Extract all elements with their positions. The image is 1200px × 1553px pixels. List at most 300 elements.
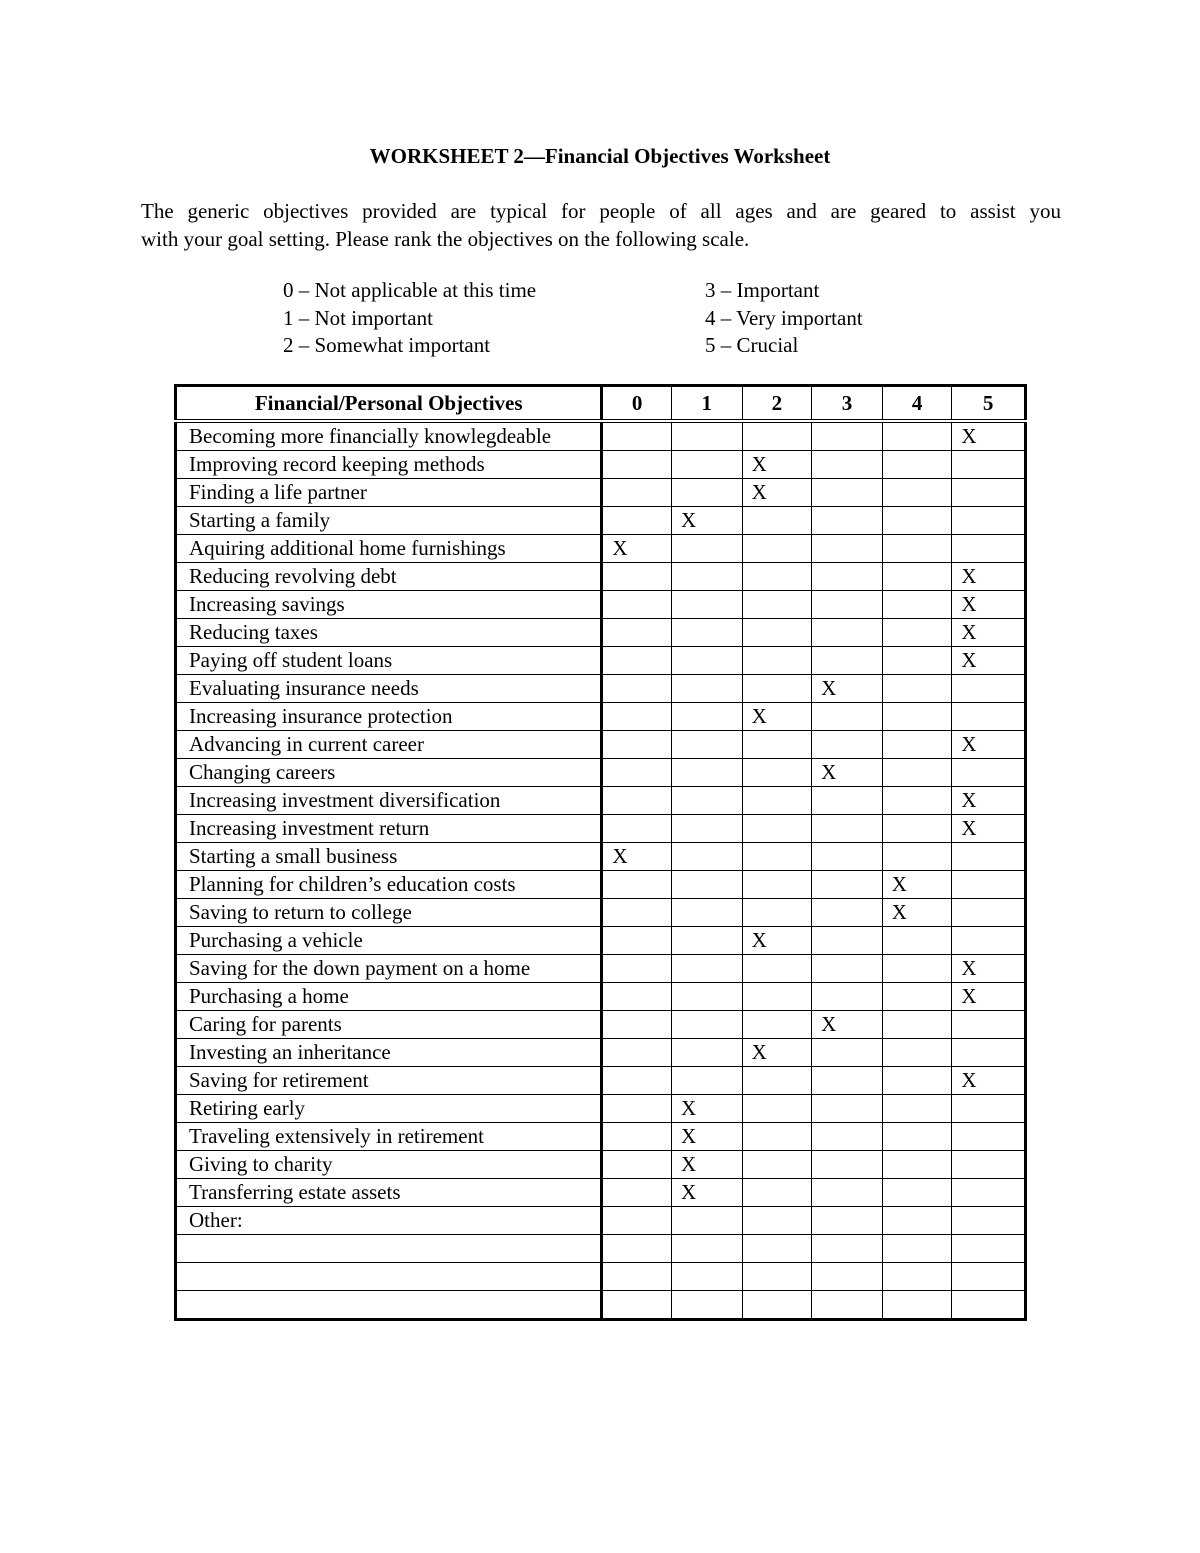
objective-label bbox=[176, 1263, 602, 1291]
rank-cell-1[interactable] bbox=[671, 843, 742, 871]
rank-cell-0[interactable] bbox=[602, 955, 672, 983]
objective-label: Paying off student loans bbox=[176, 647, 602, 675]
rank-mark: X bbox=[821, 676, 837, 700]
rank-cell-5[interactable] bbox=[952, 927, 1026, 955]
rank-cell-4[interactable] bbox=[882, 703, 952, 731]
header-rank-1: 1 bbox=[671, 386, 742, 422]
rank-cell-4[interactable] bbox=[882, 787, 952, 815]
rank-cell-2[interactable] bbox=[742, 983, 812, 1011]
table-row bbox=[176, 787, 1026, 815]
rank-cell-0[interactable] bbox=[602, 1039, 672, 1067]
rank-cell-5[interactable] bbox=[952, 675, 1026, 703]
rank-cell-2[interactable] bbox=[742, 563, 812, 591]
objective-label: Increasing investment diversification bbox=[176, 787, 602, 815]
objective-label: Traveling extensively in retirement bbox=[176, 1123, 602, 1151]
rank-cell-2[interactable] bbox=[742, 535, 812, 563]
rank-cell-3[interactable] bbox=[812, 479, 883, 507]
objective-label: Increasing savings bbox=[176, 591, 602, 619]
rank-cell-1[interactable] bbox=[671, 1291, 742, 1320]
rank-cell-3[interactable] bbox=[812, 647, 883, 675]
rank-mark: X bbox=[751, 928, 767, 952]
rank-cell-4[interactable] bbox=[882, 1291, 952, 1320]
rank-cell-5[interactable] bbox=[952, 619, 1026, 647]
rank-cell-3[interactable] bbox=[812, 1151, 883, 1179]
intro-paragraph bbox=[141, 197, 1061, 253]
rank-cell-1[interactable] bbox=[671, 1263, 742, 1291]
rank-cell-5[interactable] bbox=[952, 479, 1026, 507]
rank-mark: X bbox=[612, 844, 628, 868]
rank-cell-1[interactable] bbox=[671, 1235, 742, 1263]
header-rank-4: 4 bbox=[882, 386, 952, 422]
rank-cell-3[interactable] bbox=[812, 871, 883, 899]
rank-cell-1[interactable] bbox=[671, 871, 742, 899]
rank-cell-5[interactable] bbox=[952, 1095, 1026, 1123]
header-rank-0: 0 bbox=[602, 386, 672, 422]
rank-cell-3[interactable] bbox=[812, 591, 883, 619]
table-row bbox=[176, 451, 1026, 479]
rank-mark: X bbox=[751, 704, 767, 728]
rank-cell-0[interactable] bbox=[602, 1179, 672, 1207]
objective-label: Saving to return to college bbox=[176, 899, 602, 927]
rank-mark: X bbox=[680, 1180, 697, 1204]
table-row bbox=[176, 1011, 1026, 1039]
rank-cell-2[interactable] bbox=[742, 1179, 812, 1207]
rank-cell-3[interactable] bbox=[812, 1011, 883, 1039]
table-row bbox=[176, 1291, 1026, 1320]
table-row bbox=[176, 563, 1026, 591]
table-row bbox=[176, 1095, 1026, 1123]
table-row bbox=[176, 535, 1026, 563]
rank-cell-1[interactable] bbox=[671, 647, 742, 675]
rank-cell-0[interactable] bbox=[602, 563, 672, 591]
objective-label: Reducing taxes bbox=[176, 619, 602, 647]
rank-cell-4[interactable] bbox=[882, 1263, 952, 1291]
rank-cell-1[interactable] bbox=[671, 787, 742, 815]
rank-cell-4[interactable] bbox=[882, 619, 952, 647]
table-row bbox=[176, 1263, 1026, 1291]
rank-cell-5[interactable] bbox=[952, 647, 1026, 675]
rank-cell-5[interactable] bbox=[952, 815, 1026, 843]
objective-label: Purchasing a vehicle bbox=[176, 927, 602, 955]
table-row bbox=[176, 899, 1026, 927]
rank-cell-3[interactable] bbox=[812, 1235, 883, 1263]
rank-cell-4[interactable] bbox=[882, 421, 952, 451]
rank-cell-3[interactable] bbox=[812, 507, 883, 535]
rank-cell-4[interactable] bbox=[882, 675, 952, 703]
rank-cell-5[interactable] bbox=[952, 899, 1026, 927]
rank-cell-3[interactable] bbox=[812, 535, 883, 563]
rank-cell-5[interactable] bbox=[952, 843, 1026, 871]
rank-cell-1[interactable] bbox=[671, 1067, 742, 1095]
rank-cell-2[interactable] bbox=[742, 479, 812, 507]
rank-cell-4[interactable] bbox=[882, 563, 952, 591]
rank-cell-4[interactable] bbox=[882, 1235, 952, 1263]
rank-cell-4[interactable] bbox=[882, 507, 952, 535]
rank-cell-1[interactable] bbox=[671, 591, 742, 619]
rank-cell-1[interactable] bbox=[671, 1151, 742, 1179]
table-row bbox=[176, 703, 1026, 731]
rank-cell-2[interactable] bbox=[742, 1067, 812, 1095]
rank-cell-2[interactable] bbox=[742, 1235, 812, 1263]
rank-cell-0[interactable] bbox=[602, 1151, 672, 1179]
rank-cell-4[interactable] bbox=[882, 1151, 952, 1179]
rank-cell-0[interactable] bbox=[602, 703, 672, 731]
rank-mark: X bbox=[961, 592, 977, 616]
rank-cell-0[interactable] bbox=[602, 1207, 672, 1235]
table-row bbox=[176, 871, 1026, 899]
table-row bbox=[176, 731, 1026, 759]
objective-label: Saving for retirement bbox=[176, 1067, 602, 1095]
rank-cell-1[interactable] bbox=[671, 675, 742, 703]
rank-cell-4[interactable] bbox=[882, 479, 952, 507]
rank-mark: X bbox=[821, 1012, 837, 1036]
rank-cell-4[interactable] bbox=[882, 647, 952, 675]
rank-cell-4[interactable] bbox=[882, 1011, 952, 1039]
rank-cell-5[interactable] bbox=[952, 1039, 1026, 1067]
rank-cell-2[interactable] bbox=[742, 1263, 812, 1291]
rank-cell-3[interactable] bbox=[812, 787, 883, 815]
rank-cell-4[interactable] bbox=[882, 591, 952, 619]
table-row bbox=[176, 955, 1026, 983]
rank-cell-0[interactable] bbox=[602, 1263, 672, 1291]
rank-cell-5[interactable] bbox=[952, 955, 1026, 983]
rank-cell-0[interactable] bbox=[602, 1011, 672, 1039]
objective-label: Reducing revolving debt bbox=[176, 563, 602, 591]
rank-cell-5[interactable] bbox=[952, 1151, 1026, 1179]
objective-label: Evaluating insurance needs bbox=[176, 675, 602, 703]
rank-cell-2[interactable] bbox=[742, 451, 812, 479]
rank-cell-1[interactable] bbox=[671, 1095, 742, 1123]
rank-cell-5[interactable] bbox=[952, 1123, 1026, 1151]
scale-item-3: 3 – Important bbox=[705, 278, 820, 302]
rank-cell-0[interactable] bbox=[602, 647, 672, 675]
rank-cell-2[interactable] bbox=[742, 1291, 812, 1320]
rank-cell-5[interactable] bbox=[952, 1291, 1026, 1320]
rank-cell-3[interactable] bbox=[812, 1123, 883, 1151]
scale-item-0: 0 – Not applicable at this time bbox=[283, 278, 537, 302]
rank-cell-1[interactable] bbox=[671, 927, 742, 955]
rank-cell-4[interactable] bbox=[882, 871, 952, 899]
rank-cell-3[interactable] bbox=[812, 1067, 883, 1095]
rank-cell-2[interactable] bbox=[742, 675, 812, 703]
rank-cell-0[interactable] bbox=[602, 1235, 672, 1263]
intro-line-1: The generic objectives provided are typical for people of all ages and are geared to assist you bbox=[141, 199, 1061, 223]
rank-cell-4[interactable] bbox=[882, 1067, 952, 1095]
table-row bbox=[176, 647, 1026, 675]
rank-cell-1[interactable] bbox=[671, 451, 742, 479]
rank-cell-0[interactable] bbox=[602, 731, 672, 759]
rank-cell-0[interactable] bbox=[602, 983, 672, 1011]
objective-label: Caring for parents bbox=[176, 1011, 602, 1039]
objective-label: Starting a small business bbox=[176, 843, 602, 871]
rank-cell-4[interactable] bbox=[882, 843, 952, 871]
objective-label bbox=[176, 1235, 602, 1263]
rank-cell-3[interactable] bbox=[812, 675, 883, 703]
rank-cell-5[interactable] bbox=[952, 1235, 1026, 1263]
rank-cell-0[interactable] bbox=[602, 507, 672, 535]
rank-mark: X bbox=[680, 508, 697, 532]
rank-cell-3[interactable] bbox=[812, 927, 883, 955]
header-rank-5: 5 bbox=[952, 386, 1026, 422]
table-header-row bbox=[176, 386, 1026, 422]
rank-cell-3[interactable] bbox=[812, 1263, 883, 1291]
rank-mark: X bbox=[821, 760, 837, 784]
rank-cell-4[interactable] bbox=[882, 1123, 952, 1151]
rank-mark: X bbox=[891, 872, 907, 896]
rank-cell-5[interactable] bbox=[952, 1207, 1026, 1235]
rank-cell-2[interactable] bbox=[742, 815, 812, 843]
rank-cell-2[interactable] bbox=[742, 1151, 812, 1179]
header-rank-2: 2 bbox=[742, 386, 812, 422]
rank-cell-1[interactable] bbox=[671, 421, 742, 451]
rank-cell-0[interactable] bbox=[602, 1067, 672, 1095]
rank-cell-2[interactable] bbox=[742, 1095, 812, 1123]
objective-label: Planning for children’s education costs bbox=[176, 871, 602, 899]
rank-cell-5[interactable] bbox=[952, 787, 1026, 815]
rank-cell-1[interactable] bbox=[671, 703, 742, 731]
rank-cell-0[interactable] bbox=[602, 899, 672, 927]
rank-cell-2[interactable] bbox=[742, 647, 812, 675]
rank-cell-3[interactable] bbox=[812, 421, 883, 451]
rank-cell-1[interactable] bbox=[671, 731, 742, 759]
rank-cell-4[interactable] bbox=[882, 759, 952, 787]
rank-cell-5[interactable] bbox=[952, 1011, 1026, 1039]
rank-cell-3[interactable] bbox=[812, 759, 883, 787]
objective-label: Improving record keeping methods bbox=[176, 451, 602, 479]
rank-cell-1[interactable] bbox=[671, 563, 742, 591]
rank-cell-1[interactable] bbox=[671, 1123, 742, 1151]
scale-item-1: 1 – Not important bbox=[283, 305, 433, 330]
rank-cell-3[interactable] bbox=[812, 1039, 883, 1067]
rank-cell-0[interactable] bbox=[602, 535, 672, 563]
rank-mark: X bbox=[891, 900, 907, 924]
rank-cell-2[interactable] bbox=[742, 507, 812, 535]
rank-mark: X bbox=[680, 1096, 697, 1120]
rank-cell-2[interactable] bbox=[742, 1011, 812, 1039]
rank-cell-1[interactable] bbox=[671, 479, 742, 507]
rank-cell-5[interactable] bbox=[952, 1263, 1026, 1291]
rank-cell-0[interactable] bbox=[602, 619, 672, 647]
rank-cell-2[interactable] bbox=[742, 871, 812, 899]
table-row bbox=[176, 1179, 1026, 1207]
rank-cell-3[interactable] bbox=[812, 1095, 883, 1123]
rank-cell-4[interactable] bbox=[882, 731, 952, 759]
rank-cell-2[interactable] bbox=[742, 955, 812, 983]
objectives-table bbox=[174, 384, 1027, 1321]
rank-cell-2[interactable] bbox=[742, 731, 812, 759]
rank-cell-3[interactable] bbox=[812, 843, 883, 871]
objective-label: Saving for the down payment on a home bbox=[176, 955, 602, 983]
rank-cell-5[interactable] bbox=[952, 507, 1026, 535]
table-row bbox=[176, 983, 1026, 1011]
rank-cell-1[interactable] bbox=[671, 983, 742, 1011]
header-rank-3: 3 bbox=[812, 386, 883, 422]
scale-column-right bbox=[705, 277, 863, 360]
rank-cell-3[interactable] bbox=[812, 619, 883, 647]
table-row bbox=[176, 1207, 1026, 1235]
scale-item-4: 4 – Very important bbox=[705, 305, 863, 330]
rank-cell-4[interactable] bbox=[882, 451, 952, 479]
rank-cell-2[interactable] bbox=[742, 927, 812, 955]
rank-cell-2[interactable] bbox=[742, 1039, 812, 1067]
objective-label: Starting a family bbox=[176, 507, 602, 535]
rank-cell-3[interactable] bbox=[812, 815, 883, 843]
rank-cell-1[interactable] bbox=[671, 955, 742, 983]
rank-cell-4[interactable] bbox=[882, 1039, 952, 1067]
rank-cell-5[interactable] bbox=[952, 703, 1026, 731]
rank-cell-2[interactable] bbox=[742, 703, 812, 731]
rank-mark: X bbox=[961, 816, 977, 840]
scale-item-2: 2 – Somewhat important bbox=[283, 333, 491, 357]
rank-mark: X bbox=[751, 452, 767, 476]
rank-cell-0[interactable] bbox=[602, 759, 672, 787]
rank-cell-0[interactable] bbox=[602, 1095, 672, 1123]
rank-cell-2[interactable] bbox=[742, 1123, 812, 1151]
rank-cell-1[interactable] bbox=[671, 535, 742, 563]
rank-cell-0[interactable] bbox=[602, 421, 672, 451]
rank-cell-5[interactable] bbox=[952, 563, 1026, 591]
table-row bbox=[176, 927, 1026, 955]
objective-label: Investing an inheritance bbox=[176, 1039, 602, 1067]
rank-mark: X bbox=[961, 956, 977, 980]
rank-mark: X bbox=[961, 788, 977, 812]
rank-cell-1[interactable] bbox=[671, 759, 742, 787]
rank-cell-0[interactable] bbox=[602, 787, 672, 815]
objective-label: Finding a life partner bbox=[176, 479, 602, 507]
rank-cell-1[interactable] bbox=[671, 1039, 742, 1067]
rank-mark: X bbox=[961, 648, 977, 672]
rank-mark: X bbox=[961, 564, 977, 588]
table-row bbox=[176, 1123, 1026, 1151]
rank-cell-2[interactable] bbox=[742, 591, 812, 619]
rank-cell-2[interactable] bbox=[742, 421, 812, 451]
rank-cell-1[interactable] bbox=[671, 1207, 742, 1235]
rank-mark: X bbox=[961, 732, 977, 756]
objective-label: Aquiring additional home furnishings bbox=[176, 535, 602, 563]
rank-cell-5[interactable] bbox=[952, 451, 1026, 479]
rank-cell-0[interactable] bbox=[602, 815, 672, 843]
rank-cell-5[interactable] bbox=[952, 759, 1026, 787]
rank-cell-1[interactable] bbox=[671, 1011, 742, 1039]
rank-cell-0[interactable] bbox=[602, 843, 672, 871]
rank-cell-3[interactable] bbox=[812, 955, 883, 983]
table-row bbox=[176, 1039, 1026, 1067]
rank-cell-1[interactable] bbox=[671, 1179, 742, 1207]
rank-mark: X bbox=[751, 480, 767, 504]
rank-cell-0[interactable] bbox=[602, 451, 672, 479]
table-row bbox=[176, 591, 1026, 619]
rank-cell-4[interactable] bbox=[882, 899, 952, 927]
objective-label: Changing careers bbox=[176, 759, 602, 787]
objective-label: Increasing investment return bbox=[176, 815, 602, 843]
rank-cell-0[interactable] bbox=[602, 591, 672, 619]
rank-cell-4[interactable] bbox=[882, 535, 952, 563]
rank-cell-3[interactable] bbox=[812, 451, 883, 479]
rank-cell-2[interactable] bbox=[742, 843, 812, 871]
table-row bbox=[176, 479, 1026, 507]
rank-cell-0[interactable] bbox=[602, 871, 672, 899]
rank-cell-0[interactable] bbox=[602, 479, 672, 507]
rank-mark: X bbox=[961, 424, 977, 448]
table-row bbox=[176, 1235, 1026, 1263]
objective-label: Becoming more financially knowlegdeable bbox=[176, 421, 602, 451]
rank-cell-3[interactable] bbox=[812, 703, 883, 731]
rank-mark: X bbox=[751, 1040, 767, 1064]
rank-cell-5[interactable] bbox=[952, 535, 1026, 563]
objective-label: Purchasing a home bbox=[176, 983, 602, 1011]
rank-cell-5[interactable] bbox=[952, 1067, 1026, 1095]
rank-cell-4[interactable] bbox=[882, 1095, 952, 1123]
rank-mark: X bbox=[961, 1068, 977, 1092]
rank-cell-0[interactable] bbox=[602, 675, 672, 703]
rank-cell-1[interactable] bbox=[671, 507, 742, 535]
worksheet-title: WORKSHEET 2—Financial Objectives Worksheet bbox=[369, 144, 831, 168]
header-objectives: Financial/Personal Objectives bbox=[176, 386, 602, 422]
table-row bbox=[176, 507, 1026, 535]
rank-cell-5[interactable] bbox=[952, 421, 1026, 451]
rank-cell-2[interactable] bbox=[742, 899, 812, 927]
table-row bbox=[176, 815, 1026, 843]
table-row bbox=[176, 1067, 1026, 1095]
table-row bbox=[176, 421, 1026, 451]
rank-cell-5[interactable] bbox=[952, 871, 1026, 899]
rank-cell-1[interactable] bbox=[671, 815, 742, 843]
objective-label: Retiring early bbox=[176, 1095, 602, 1123]
rank-cell-3[interactable] bbox=[812, 1291, 883, 1320]
rank-cell-1[interactable] bbox=[671, 899, 742, 927]
table-row bbox=[176, 675, 1026, 703]
objective-label bbox=[176, 1291, 602, 1320]
rank-cell-4[interactable] bbox=[882, 1207, 952, 1235]
rank-cell-3[interactable] bbox=[812, 1207, 883, 1235]
rank-cell-3[interactable] bbox=[812, 1179, 883, 1207]
rank-cell-2[interactable] bbox=[742, 1207, 812, 1235]
rank-cell-3[interactable] bbox=[812, 983, 883, 1011]
rank-cell-2[interactable] bbox=[742, 619, 812, 647]
table-row bbox=[176, 843, 1026, 871]
rank-cell-0[interactable] bbox=[602, 927, 672, 955]
intro-line-2: with your goal setting. Please rank the objectives on the following scale. bbox=[141, 227, 750, 251]
rank-cell-5[interactable] bbox=[952, 1179, 1026, 1207]
rank-cell-0[interactable] bbox=[602, 1123, 672, 1151]
rank-cell-0[interactable] bbox=[602, 1291, 672, 1320]
rank-mark: X bbox=[961, 620, 977, 644]
objective-label: Advancing in current career bbox=[176, 731, 602, 759]
rank-cell-2[interactable] bbox=[742, 787, 812, 815]
rank-cell-3[interactable] bbox=[812, 899, 883, 927]
table-row bbox=[176, 619, 1026, 647]
objectives-table-body bbox=[176, 421, 1026, 1320]
rank-cell-5[interactable] bbox=[952, 983, 1026, 1011]
rank-cell-5[interactable] bbox=[952, 731, 1026, 759]
rank-cell-3[interactable] bbox=[812, 563, 883, 591]
objective-label: Transferring estate assets bbox=[176, 1179, 602, 1207]
rank-cell-4[interactable] bbox=[882, 815, 952, 843]
scale-item-5: 5 – Crucial bbox=[705, 333, 799, 357]
rank-cell-2[interactable] bbox=[742, 759, 812, 787]
rank-cell-5[interactable] bbox=[952, 591, 1026, 619]
objective-label: Other: bbox=[176, 1207, 602, 1235]
rank-cell-1[interactable] bbox=[671, 619, 742, 647]
objective-label: Increasing insurance protection bbox=[176, 703, 602, 731]
table-row bbox=[176, 759, 1026, 787]
rank-cell-4[interactable] bbox=[882, 983, 952, 1011]
rank-mark: X bbox=[961, 984, 977, 1008]
rank-cell-4[interactable] bbox=[882, 927, 952, 955]
rank-cell-3[interactable] bbox=[812, 731, 883, 759]
rank-cell-4[interactable] bbox=[882, 955, 952, 983]
rank-cell-4[interactable] bbox=[882, 1179, 952, 1207]
